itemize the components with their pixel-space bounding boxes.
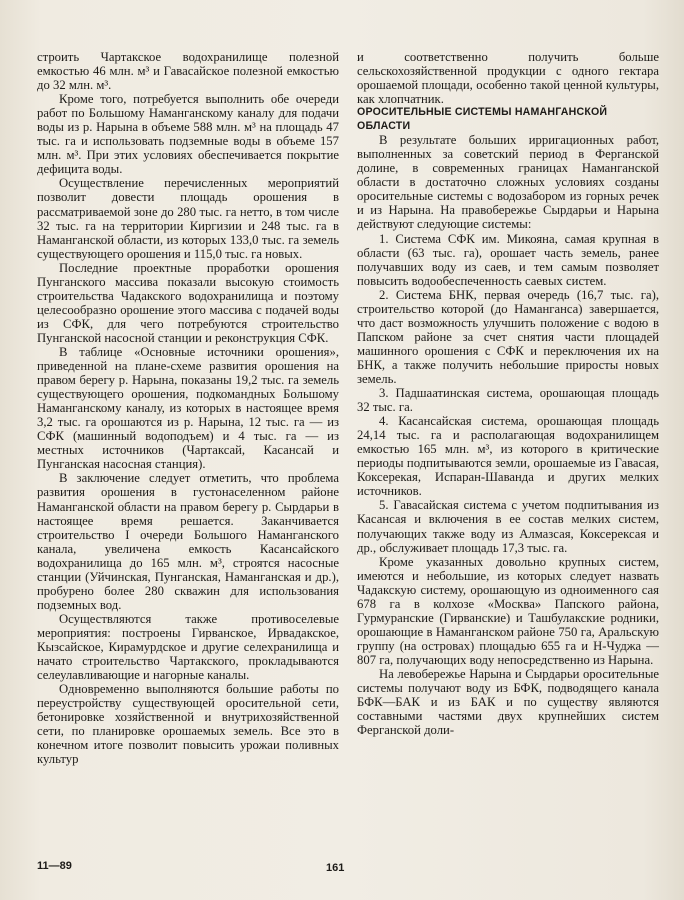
paragraph: На левобережье Нарына и Сырдарьи оросительные системы получают воду из БФК, подводящего канала БФК—БАК и из БАК и по существу являются составными частями двух крупнейших систем Ферганской доли- [357, 666, 659, 738]
paragraph: Осуществляются также противоселевые мероприятия: построены Гирванское, Ирвадакское, Кызсайское, Кирамурдское и другие селехранилища и начато строительство Чартакского, прокладываются селеулавливающие и нагорные каналы. [37, 611, 339, 683]
paragraph: 2. Система БНК, первая очередь (16,7 тыс. га), строительство которой (до Наманганса) завершается, что даст возможность улучшить положение с водою в Папском районе за счет снятия части площадей машинного орошения с СФК и переключения их на БНК, а также получить небольшие приросты новых земель. [357, 287, 659, 386]
signature-code: 11—89 [37, 860, 72, 872]
paragraph: 4. Касансайская система, орошающая площадь 24,14 тыс. га и располагающая водохранилищем емкостью 165 млн. м³, из которого в критические периоды подпитываются земли, орошаемые из Гавасая, Коксерекая, Испаран-Шаванда и других мелких источников. [357, 414, 659, 499]
paragraph: Кроме того, потребуется выполнить обе очереди работ по Большому Наманганскому каналу для подачи воды из р. Нарына в объеме 588 млн. м³ на площадь 47 тыс. га и использовать подземные воды в объеме 157 млн. м³. При этих условиях обеспечивается покрытие дефицита воды. [37, 92, 339, 177]
paragraph: 1. Система СФК им. Микояна, самая крупная в области (63 тыс. га), орошает часть земель, ранее получавших воду из саев, и тем самым позволяет повысить водообеспеченность саевых систем. [357, 231, 659, 288]
left-column [37, 50, 339, 766]
paragraph: В таблице «Основные источники орошения», приведенной на плане-схеме развития орошения на правом берегу р. Нарына, показаны 19,2 тыс. га земель существующего орошения, подкомандных Большому Наманганскому каналу, из которых в настоящее время 3,2 тыс. га орошаются из р. Нарына, 12 тыс. га — из СФК (машинный водоподъем) и 4 тыс. га — из местных источников (Чартаксай, Касансай и Пунганская насосная станция). [37, 344, 339, 472]
paragraph: 5. Гавасайская система с учетом подпитывания из Касансая и включения в ее состав мелких систем, получающих также воду из Алмазсая, Коксерексая и др., обслуживает площадь 17,3 тыс. га. [357, 498, 659, 555]
paragraph: Кроме указанных довольно крупных систем, имеются и небольшие, из которых следует назвать Чадакскую систему, орошающую из одноименного сая 678 га в колхозе «Москва» Папского района, Гурмуранские (Гирванские) и Ташбулакские родники, орошающие в Наманганском районе 750 га, Аральскую группу (на островах) площадью 655 га и Н-Чуджа — 807 га, получающих воду непосредственно из Нарына. [357, 554, 659, 667]
page-number: 161 [326, 862, 345, 874]
paragraph: 3. Падшаатинская система, орошающая площадь 32 тыс. га. [357, 386, 659, 415]
paragraph: Одновременно выполняются большие работы по переустройству существующей оросительной сети, бетонировке хозяйственной и внутрихозяйственной сети, по планировке орошаемых земель. Все это в конечном итоге позволит повысить урожаи поливных культур [37, 682, 339, 767]
section-heading: ОРОСИТЕЛЬНЫЕ СИСТЕМЫ НАМАНГАНСКОЙ ОБЛАСТИ [357, 106, 608, 132]
paragraph: В результате больших ирригационных работ, выполненных за советский период в Ферганской долине, в современных границах Наманганской области в достаточно сложных условиях созданы оросительные системы с водозабором из горных речек и из Нарына. На правобережье Сырдарьи и Нарына действуют следующие системы: [357, 133, 659, 232]
paragraph: Осуществление перечисленных мероприятий позволит довести площадь орошения в рассматриваемой зоне до 280 тыс. га нетто, в том числе 32 тыс. га на территории Киргизии и 248 тыс. га в Наманганской области, из которых 133,0 тыс. га земель существующего орошения и 115,0 тыс. га новых. [37, 176, 339, 261]
paragraph: и соответственно получить больше сельскохозяйственной продукции с одного гектара орошаемой площади, особенно такой ценной культуры, как хлопчатник. [357, 50, 659, 107]
paragraph: Последние проектные проработки орошения Пунганского массива показали высокую стоимость строительства Чадакского водохранилища и поэтому целесообразно орошение этого массива с подачей воды из СФК, для чего потребуются строительство Пунганской насосной станции и реконструкция СФК. [37, 260, 339, 345]
right-column [357, 50, 659, 737]
paragraph: строить Чартакское водохранилище полезной емкостью 46 млн. м³ и Гавасайское полезной емкостью до 32 млн. м³. [37, 50, 339, 93]
paragraph: В заключение следует отметить, что проблема развития орошения в густонаселенном районе Наманганской области на правом берегу р. Сырдарьи в настоящее время решается. Заканчивается строительство I очереди Большого Наманганского канала, увеличена емкость Касансайского водохранилища до 165 млн. м³, строятся насосные станции (Уйчинская, Пунганская, Наманганская и др.), пробурено более 280 скважин для использования подземных вод. [37, 471, 339, 612]
